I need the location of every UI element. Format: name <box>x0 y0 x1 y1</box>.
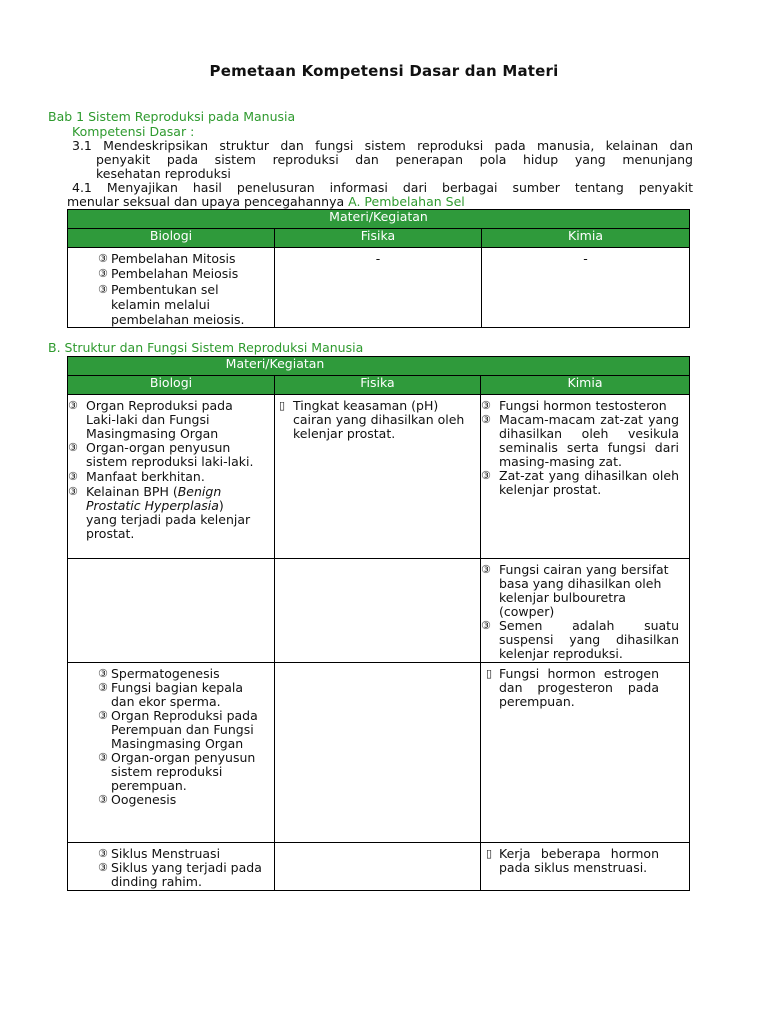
table-b-r1-biologi <box>68 395 275 559</box>
list-item: Fungsi cairan yang bersifat basa yang dihasilkan oleh kelenjar bulbouretra (cowper) <box>499 562 669 619</box>
table-a-fisika-cell: - <box>275 248 482 328</box>
bph-italic: Benign Prostatic Hyperplasia <box>86 484 222 513</box>
list-item: Kerja beberapa hormon pada siklus menstruasi. <box>499 846 660 875</box>
table-b-r3-biologi <box>68 663 275 843</box>
bullet-icon: ③ <box>98 751 108 764</box>
bullet-icon: ③ <box>481 563 491 576</box>
list-item: Zat-zat yang dihasilkan oleh kelenjar prostat. <box>499 468 680 497</box>
bph-prefix: Kelainan BPH ( <box>86 484 178 499</box>
list-item: Macam-macam zat-zat yang dihasilkan oleh vesikula seminalis serta fungsi dari masing-masing zat. <box>499 412 680 469</box>
table-a-kimia-cell: - <box>482 248 690 328</box>
table-a-header: Materi/Kegiatan <box>68 210 690 229</box>
kd-4-1-text: menular seksual dan upaya pencegahannya <box>67 194 345 209</box>
table-a-col-kimia: Kimia <box>482 229 690 248</box>
bullet-icon: ③ <box>98 847 108 860</box>
kd-3-1-line1: 3.1 Mendeskripsikan struktur dan fungsi sistem reproduksi pada manusia, kelainan dan <box>72 138 693 153</box>
kd-4-1-line2 <box>67 195 465 209</box>
table-b-r1-fisika <box>275 395 481 559</box>
chapter-heading: Bab 1 Sistem Reproduksi pada Manusia <box>48 109 296 124</box>
bullet-icon: ③ <box>481 619 491 632</box>
bullet-icon: ③ <box>98 283 108 296</box>
table-b-col-fisika: Fisika <box>275 376 481 395</box>
table-b-r2-fisika <box>275 559 481 663</box>
list-item: Fungsi hormon estrogen dan progesteron pada perempuan. <box>499 666 660 709</box>
table-b-col-biologi: Biologi <box>68 376 275 395</box>
list-item: Semen adalah suatu suspensi yang dihasilkan kelenjar reproduksi. <box>499 618 680 661</box>
table-b-header-label: Materi/Kegiatan <box>225 356 325 371</box>
section-b-heading: B. Struktur dan Fungsi Sistem Reproduksi Manusia <box>48 340 364 355</box>
kd-4-1-line1: 4.1 Menyajikan hasil penelusuran informasi dari berbagai sumber tentang penyakit <box>72 180 693 195</box>
kd-3-1-line2: penyakit pada sistem reproduksi dan penerapan pola hidup yang menunjang <box>96 152 693 167</box>
table-a-col-fisika: Fisika <box>275 229 482 248</box>
bullet-icon: ③ <box>68 470 78 483</box>
table-b-r3-kimia <box>481 663 690 843</box>
list-item: Fungsi hormon testosteron <box>499 398 667 413</box>
list-item: Siklus Menstruasi <box>111 846 221 861</box>
bullet-icon: ③ <box>98 861 108 874</box>
table-b-r3-fisika <box>275 663 481 843</box>
list-item: Pembentukan sel kelamin melalui pembelahan meiosis. <box>111 282 245 327</box>
page-title: Pemetaan Kompetensi Dasar dan Materi <box>209 62 559 80</box>
section-a-heading: A. Pembelahan Sel <box>348 194 465 209</box>
bph-suffix: ) yang terjadi pada kelenjar prostat. <box>86 498 251 541</box>
bullet-icon: ③ <box>481 469 491 482</box>
box-icon: ▯ <box>486 667 493 680</box>
bullet-icon: ③ <box>68 441 78 454</box>
kd-3-1-line3: kesehatan reproduksi <box>96 166 231 181</box>
kd-label: Kompetensi Dasar : <box>72 124 195 139</box>
table-a-col-biologi: Biologi <box>68 229 275 248</box>
list-item: Pembelahan Meiosis <box>111 266 239 281</box>
list-item: Manfaat berkhitan. <box>86 469 205 484</box>
bullet-icon: ③ <box>481 413 491 426</box>
table-b-col-kimia: Kimia <box>481 376 690 395</box>
table-a-biologi-cell <box>68 248 275 328</box>
list-item <box>86 484 250 541</box>
table-b-r4-kimia <box>481 843 690 891</box>
table-b-r2-biologi <box>68 559 275 663</box>
table-b-r4-biologi <box>68 843 275 891</box>
list-item: Spermatogenesis <box>111 666 220 681</box>
bullet-icon: ③ <box>98 267 108 280</box>
list-item: Siklus yang terjadi pada dinding rahim. <box>111 860 262 889</box>
table-struktur-fungsi <box>67 356 690 891</box>
list-item: Organ Reproduksi pada Perempuan dan Fungsi Masingmasing Organ <box>111 708 258 751</box>
list-item: Organ Reproduksi pada Laki-laki dan Fungsi Masingmasing Organ <box>86 398 233 441</box>
bullet-icon: ③ <box>98 667 108 680</box>
table-b-header <box>68 357 690 376</box>
bullet-icon: ③ <box>98 252 108 265</box>
list-item: Fungsi bagian kepala dan ekor sperma. <box>111 680 244 709</box>
table-pembelahan-sel <box>67 209 690 328</box>
list-item: Tingkat keasaman (pH) cairan yang dihasilkan oleh kelenjar prostat. <box>293 398 465 441</box>
list-item: Oogenesis <box>111 792 177 807</box>
bullet-icon: ③ <box>98 681 108 694</box>
table-b-r4-fisika <box>275 843 481 891</box>
bullet-icon: ③ <box>98 709 108 722</box>
list-item: Pembelahan Mitosis <box>111 251 236 266</box>
list-item: Organ-organ penyusun sistem reproduksi laki-laki. <box>86 440 254 469</box>
bullet-icon: ③ <box>68 485 78 498</box>
list-item: Organ-organ penyusun sistem reproduksi perempuan. <box>111 750 256 793</box>
table-b-r1-kimia <box>481 395 690 559</box>
bullet-icon: ③ <box>68 399 78 412</box>
bullet-icon: ③ <box>98 793 108 806</box>
bullet-icon: ③ <box>481 399 491 412</box>
box-icon: ▯ <box>486 847 493 860</box>
table-b-r2-kimia <box>481 559 690 663</box>
box-icon: ▯ <box>279 399 286 412</box>
